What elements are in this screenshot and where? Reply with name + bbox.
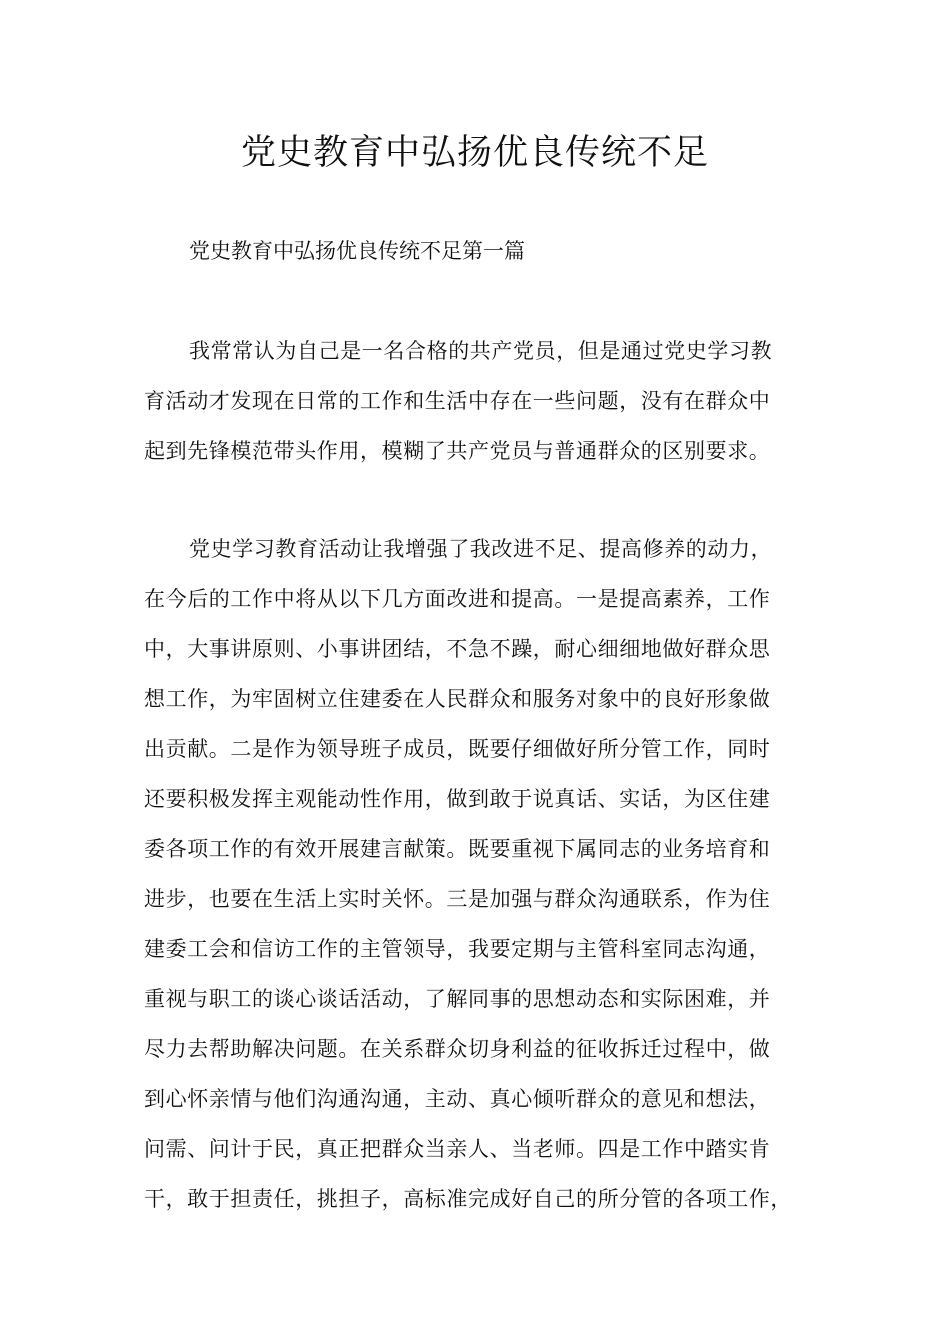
paragraph-line: 到心怀亲情与他们沟通沟通，主动、真心倾听群众的意见和想法，: [144, 1087, 771, 1111]
paragraph-line: 党史学习教育活动让我增强了我改进不足、提高修养的动力，: [189, 537, 773, 561]
paragraph-2: [144, 534, 824, 1234]
paragraph-line: 重视与职工的谈心谈话活动，了解同事的思想动态和实际困难，并: [144, 987, 771, 1011]
paragraph-line: 干，敢于担责任，挑担子，高标准完成好自己的所分管的各项工作，: [144, 1187, 792, 1211]
paragraph-line: 育活动才发现在日常的工作和生活中存在一些问题，没有在群众中: [144, 389, 771, 413]
paragraph-line: 我常常认为自己是一名合格的共产党员，但是通过党史学习教: [189, 339, 773, 363]
document-subtitle: 党史教育中弘扬优良传统不足第一篇: [189, 239, 525, 263]
document-title: 党史教育中弘扬优良传统不足: [240, 133, 709, 173]
paragraph-line: 问需、问计于民，真正把群众当亲人、当老师。四是工作中踏实肯: [144, 1137, 771, 1161]
paragraph-line: 还要积极发挥主观能动性作用，做到敢于说真话、实话，为区住建: [144, 787, 771, 811]
paragraph-1: [144, 336, 824, 486]
paragraph-line: 在今后的工作中将从以下几方面改进和提高。一是提高素养，工作: [144, 587, 771, 611]
paragraph-line: 进步，也要在生活上实时关怀。三是加强与群众沟通联系，作为住: [144, 887, 771, 911]
paragraph-line: 出贡献。二是作为领导班子成员，既要仔细做好所分管工作，同时: [144, 737, 771, 761]
paragraph-line: 尽力去帮助解决问题。在关系群众切身利益的征收拆迁过程中，做: [144, 1037, 771, 1061]
paragraph-line: 中，大事讲原则、小事讲团结，不急不躁，耐心细细地做好群众思: [144, 637, 771, 661]
paragraph-line: 起到先锋模范带头作用，模糊了共产党员与普通群众的区别要求。: [144, 439, 771, 463]
paragraph-line: 建委工会和信访工作的主管领导，我要定期与主管科室同志沟通，: [144, 937, 771, 961]
paragraph-line: 想工作，为牢固树立住建委在人民群众和服务对象中的良好形象做: [144, 687, 771, 711]
paragraph-line: 委各项工作的有效开展建言献策。既要重视下属同志的业务培育和: [144, 837, 771, 861]
